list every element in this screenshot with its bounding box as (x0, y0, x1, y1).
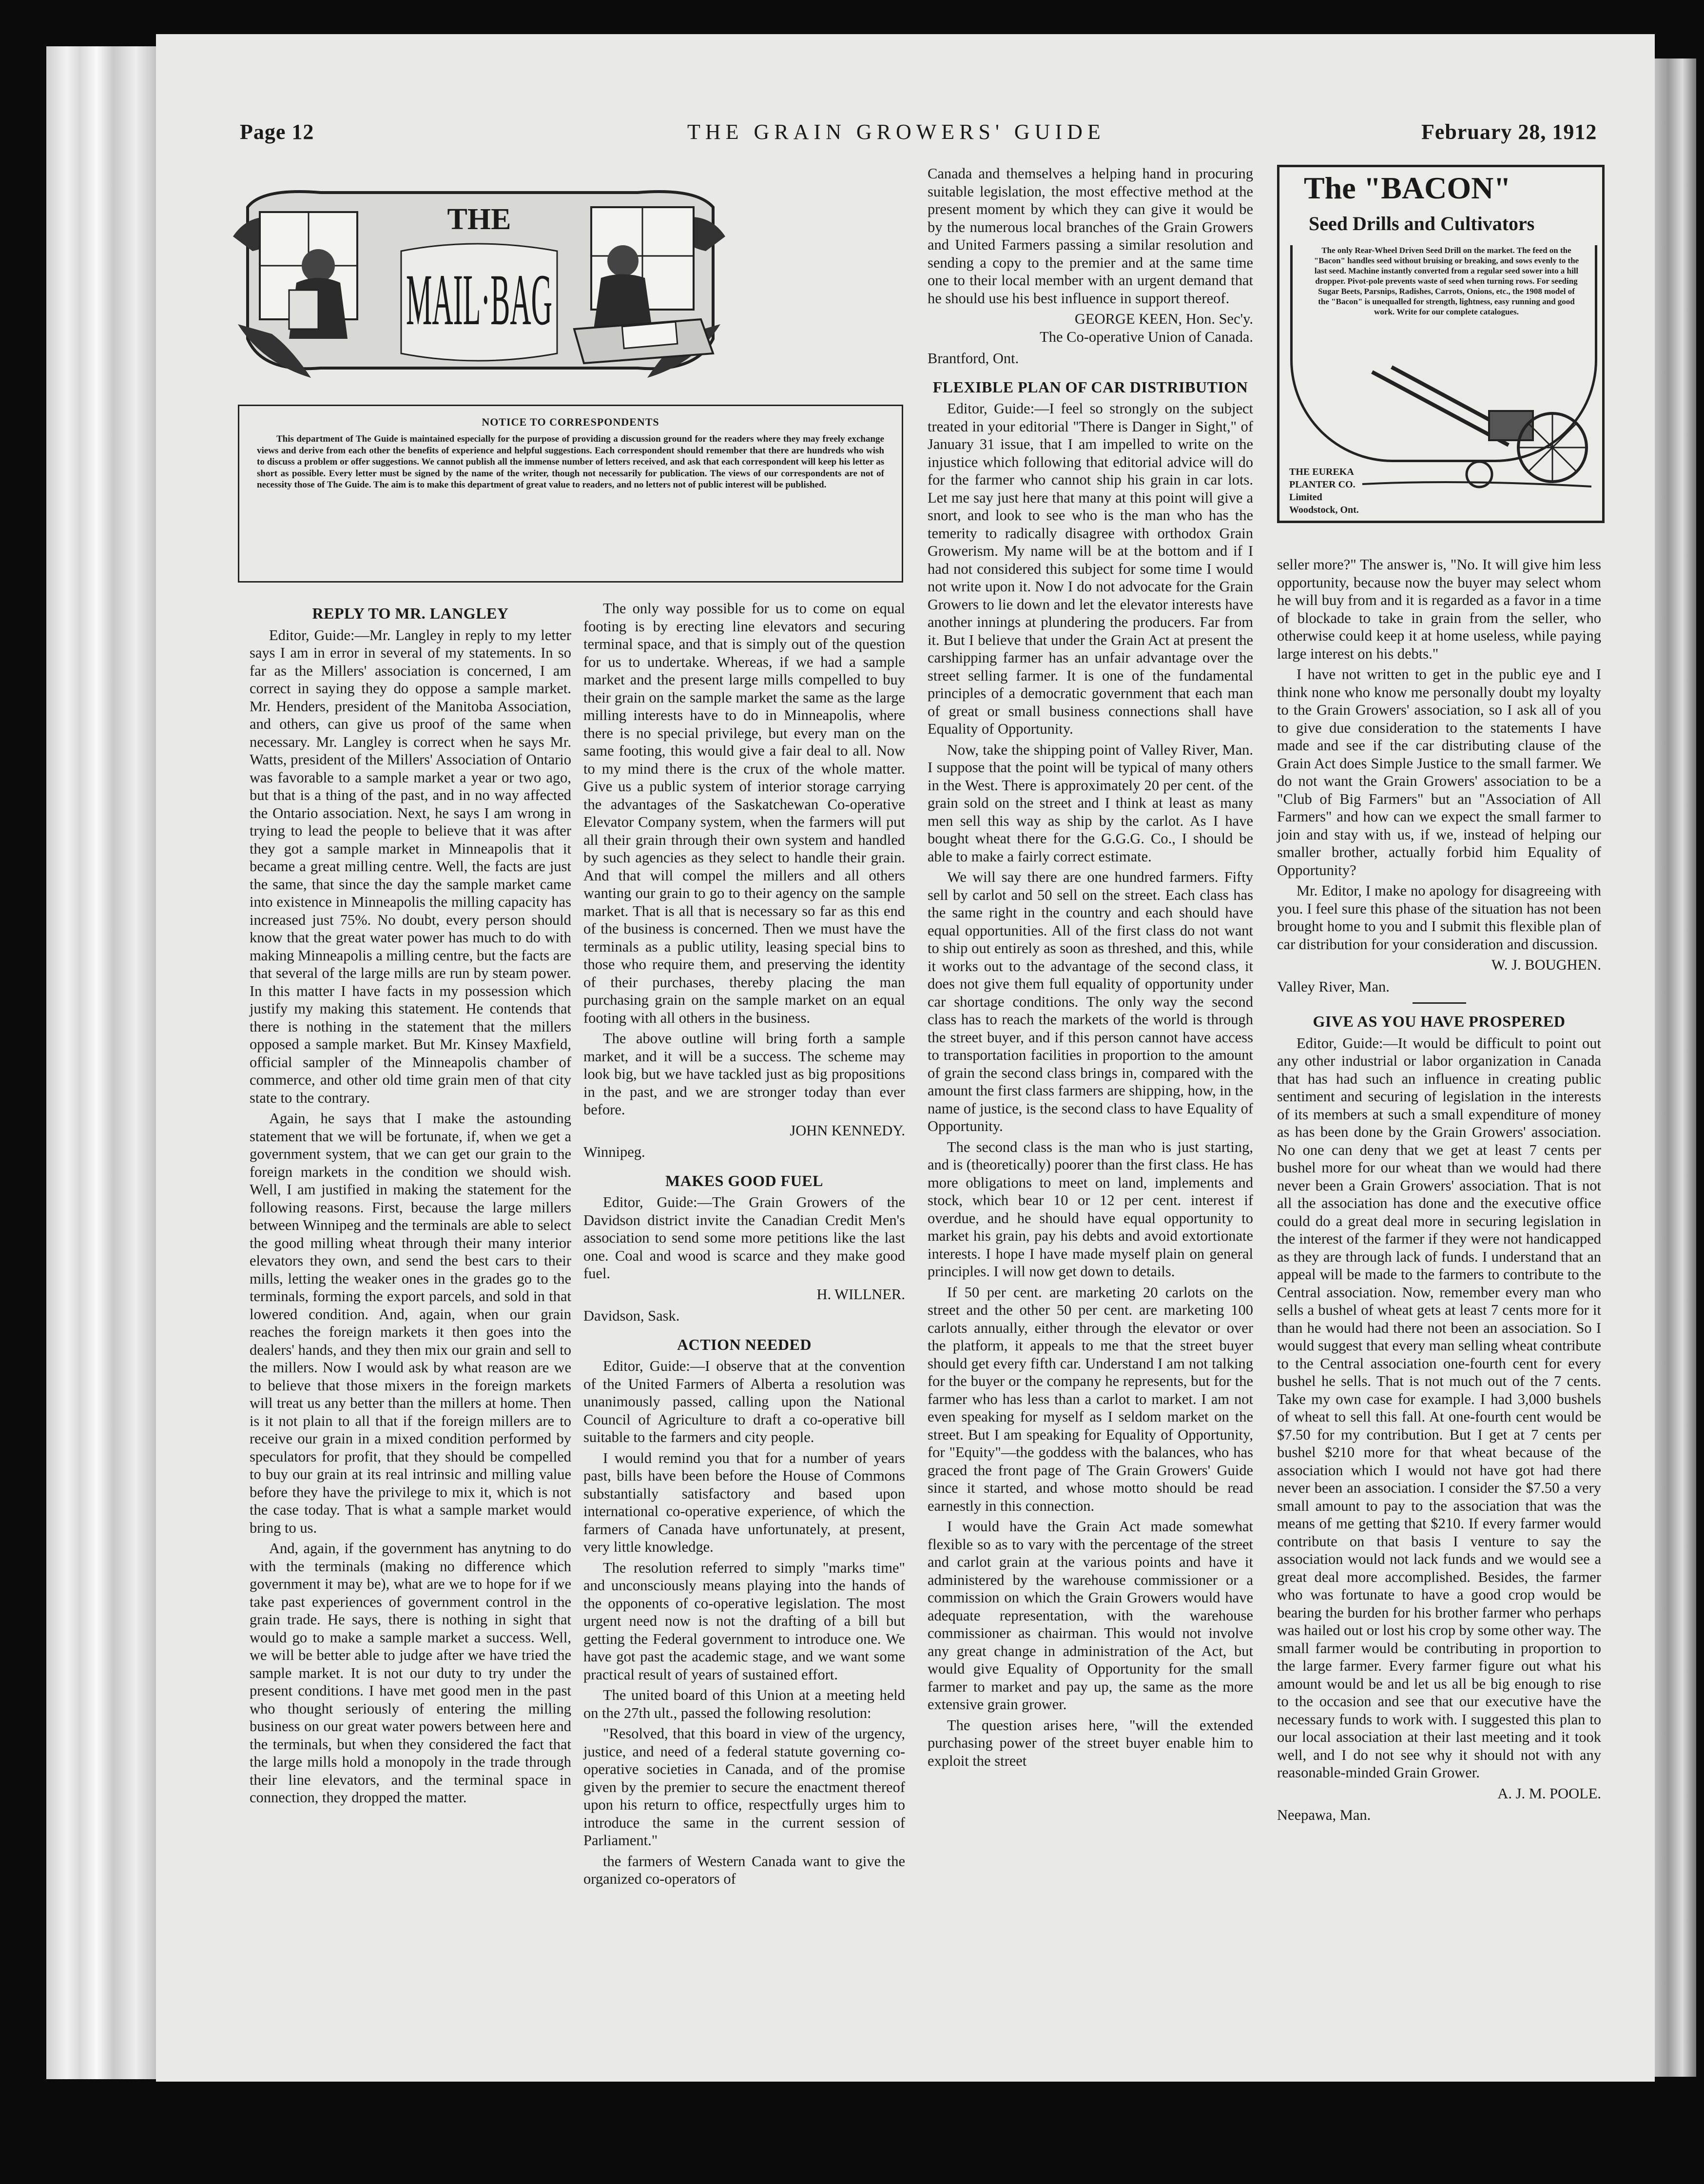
page-number: Page 12 (240, 120, 314, 144)
column-4 (1277, 556, 1601, 1835)
bacon-seed-drill-ad (1277, 165, 1605, 523)
article-heading: REPLY TO MR. LANGLEY (312, 604, 509, 622)
signature: H. WILLNER. (816, 1286, 905, 1303)
ad-company-line: PLANTER CO. (1289, 479, 1355, 490)
ad-company-line: THE EUREKA (1289, 467, 1354, 477)
book-binding (46, 46, 158, 2079)
column-2 (583, 600, 905, 1891)
article-paragraph: seller more?" The answer is, "No. It will give him less opportunity, because now the buyer may select whom he will buy from and it is regarded as a favor in a time of blockade to take in grain from the seller, who otherwise could keep it at home useless, while paying large interest on his debts." (1277, 556, 1601, 662)
article-paragraph: Now, take the shipping point of Valley River, Man. I suppose that the point will be typical of many others in the West. There is approximately 20 per cent. of the grain sold on the street and I think at least as many men sell this way as ship by the carlot. As I have bought wheat there for the G.G.G. Co., I should be able to make a fairly correct estimate. (928, 741, 1253, 865)
article-paragraph: Editor, Guide:—The Grain Growers of the Davidson district invite the Canadian Credit Men's association to send some more petitions like the last one. Coal and wood is scarce and they make good fuel. (583, 1194, 905, 1282)
ad-subtitle: Seed Drills and Cultivators (1309, 213, 1535, 234)
dateline: Neepawa, Man. (1277, 1807, 1371, 1823)
notice-title: NOTICE TO CORRESPONDENTS (482, 416, 659, 428)
issue-date: February 28, 1912 (1421, 120, 1597, 144)
banner-title-text: MAIL·BAG (406, 259, 552, 340)
signature-organization: The Co-operative Union of Canada. (1040, 328, 1253, 345)
article-paragraph: Again, he says that I make the astounding statement that we will be fortunate, if, when we get a government system, that we can get our grain to the foreign markets in the condition we should wish. Well, I am justified in making the statement for the following reasons. First, because the large millers between Winnipeg and the terminals are able to select the good milling wheat through their many interior elevators they own, and send the best cars to their mills, letting the weaker ones in the grades go to the terminals, forming the export parcels, and sold in that lowered condition. And, again, when our grain reaches the foreign markets it then goes into the dealers' hands, and they then mix our grain and sell to the millers. Now I would ask by what reason are we to believe that those mixers in the foreign markets will treat us any better than the millers at home. Then is it not plain to all that if the foreign millers are to receive our grain in a mixed condition performed by speculators for profit, that they should be compelled to buy our grain at its real intrinsic and milling value before they have the privilege to mix it, which is not the case today. That is what a sample market would bring to us. (250, 1110, 571, 1536)
article-paragraph: Canada and themselves a helping hand in procuring suitable legislation, the most effective method at the present moment by which they can give it would be by the numerous local branches of the Grain Growers and United Farmers passing a similar resolution and sending a copy to the premier and at the same time one to their local member with an urgent demand that he should use his best influence in support thereof. (928, 165, 1253, 307)
ad-company-line: Limited (1289, 492, 1322, 503)
publication-title: THE GRAIN GROWERS' GUIDE (687, 120, 1105, 144)
article-paragraph: Editor, Guide:—Mr. Langley in reply to my letter says I am in error in several of my statements. In so far as the Millers' association is concerned, I am correct in saying they do oppose a sample market. Mr. Henders, president of the Manitoba Association, and others, can give us proof of the same when necessary. Mr. Langley is correct when he says Mr. Watts, president of the Millers' Association of Ontario was favorable to a sample market a year or two ago, but that is a thing of the past, and in no way affected the Ontario association. Next, he says I am wrong in trying to lead the people to believe that it was after they got a sample market in Minneapolis that it became a great milling centre. Well, the facts are just the same, that since the day the sample market came into existence in Minneapolis the milling capacity has increased just 75%. No doubt, every person should know that the great water power has much to do with making Minneapolis a milling centre, but the facts are that several of the large mills are run by steam power. In this matter I have facts in my possession which justify my making this statement. He contends that there is nothing in the statement that the millers opposed a sample market. But Mr. Kinsey Maxfield, official sampler of the Minneapolis chamber of commerce, and other old time grain men of that city state to the contrary. (250, 626, 571, 1106)
ad-title: The "BACON" (1304, 171, 1511, 205)
article-paragraph: The only way possible for us to come on equal footing is by erecting line elevators and securing terminal space, and that is simply out of the question for us to undertake. Whereas, if we had a sample market and the present large mills compelled to buy their grain on the sample market the same as the large milling interests have to do in Minneapolis, where there is no special privilege, but every man on the same footing, this would give a fair deal to all. Now to my mind there is the crux of the whole matter. Give us a public system of interior storage carrying the advantages of the Saskatchewan Co-operative Elevator Company system, when the farmers will put all their grain through their own system and handled by such agencies as they select to handle their grain. And that will compel the millers and all others wanting our grain to go to their agency on the sample market. That is all that is necessary so far as this end of the business is concerned. Then we must have the terminals as a public utility, leasing special bins to those who require them, and preserving the identity of their purchases, thereby placing the man purchasing grain on the sample market on an equal footing with all others in the business. (583, 600, 905, 1026)
mail-bag-banner (233, 178, 725, 387)
notice-to-correspondents (238, 405, 903, 583)
signature: GEORGE KEEN, Hon. Sec'y. (1074, 311, 1253, 327)
article-paragraph: If 50 per cent. are marketing 20 carlots on the street and the other 50 per cent. are marketing 100 carlots annually, either through the elevator or over the platform, it appeals to me that the street buyer should get every fifth car. Understand I am not talking for the buyer or the company he represents, but for the farmer who has less than a carlot to market. I am not even speaking for myself as I seldom market on the street. But I am speaking for Equality of Opportunity, for "Equity"—the goddess with the balances, who has graced the front page of The Grain Growers' Guide since it started, and whose motto should be read earnestly in this connection. (928, 1284, 1253, 1514)
notice-body: This department of The Guide is maintained especially for the purpose of providing a discussion ground for the readers where they may freely exchange views and derive from each other the benefits of experience and helpful suggestions. Each correspondent should remember that there are hundreds who wish to discuss a problem or offer suggestions. We cannot publish all the immense number of letters received, and ask that each correspondent will keep his letter as short as possible. Every letter must be signed by the name of the writer, though not necessarily for publication. The views of our correspondents are not of necessity those of The Guide. The aim is to make this department of great value to readers, and no letters not of public interest will be published. (257, 434, 884, 490)
dateline: Davidson, Sask. (583, 1307, 680, 1324)
article-paragraph: And, again, if the government has anytning to do with the terminals (making no difference which government it may be), what are we to hope for if we take past experiences of government control in the grain trade. He says, there is nothing in sight that would go to make a sample market a success. Well, we will be better able to judge after we have tried the sample market. It is not our duty to try under the present conditions. I have met good men in the past who thought seriously of entering the milling business on our great water powers between here and the terminals, but when they considered the fact that the large mills hold a monopoly in the trade through their line elevators, and the terminal space in connection, they dropped the matter. (250, 1540, 571, 1806)
seed-drill-illustration (1362, 362, 1591, 494)
ad-company-line: Woodstock, Ont. (1289, 505, 1359, 515)
article-paragraph: The resolution referred to simply "marks time" and unconsciously means playing into the hands of the opponents of co-operative legislation. The most urgent need now is not the drafting of a bill but getting the Federal government to introduce one. We have got past the academic stage, and we want some practical result of years of sustained effort. (583, 1559, 905, 1683)
dateline: Winnipeg. (583, 1144, 645, 1160)
article-paragraph: I would remind you that for a number of years past, bills have been before the House of Commons substantially satisfactory and based upon international co-operative experience, of which the farmers of Canada have unfortunately, at present, very little knowledge. (583, 1449, 905, 1555)
article-paragraph: The second class is the man who is just starting, and is (theoretically) poorer than the first class. He has more obligations to meet on land, implements and stock, which bear 10 or 12 per cent. interest if overdue, and he should have equal opportunity to market his grain, pay his debts and avoid extortionate interests. I hope I have made myself plain on general principles. I will now get down to details. (928, 1138, 1253, 1280)
article-paragraph: I have not written to get in the public eye and I think none who know me personally doubt my loyalty to the Grain Growers' association, so I ask all of you to give due consideration to the statements I have made and see if the car distributing clause of the Grain Act does Simple Justice to the small farmer. We do not want the Grain Growers' association to be a "Club of Big Farmers" but an "Association of All Farmers" and how can we expect the small farmer to join and stay with us, if we, instead of helping our smaller brother, actually forbid him Equality of Opportunity? (1277, 666, 1601, 878)
dateline: Valley River, Man. (1277, 978, 1390, 995)
article-heading: GIVE AS YOU HAVE PROSPERED (1313, 1013, 1566, 1030)
article-paragraph: "Resolved, that this board in view of the urgency, justice, and need of a federal statute governing co-operative societies in Canada, and of the promise given by the premier to secure the enactment thereof upon his return to office, respectfully urges him to introduce the same in the current session of Parliament." (583, 1725, 905, 1849)
article-paragraph: The united board of this Union at a meeting held on the 27th ult., passed the following resolution: (583, 1687, 905, 1721)
dateline: Brantford, Ont. (928, 350, 1019, 367)
section-divider (1413, 1002, 1466, 1004)
article-paragraph: The question arises here, "will the extended purchasing power of the street buyer enable him to exploit the street (928, 1716, 1253, 1769)
ad-company (1289, 466, 1359, 516)
ad-body: The only Rear-Wheel Driven Seed Drill on the market. The feed on the "Bacon" handles seed without bruising or breaking, and sows evenly to the last seed. Machine instantly converted from a regular seed sower into a hill dropper. Pivot-pole prevents waste of seed when turning rows. For seeding Sugar Beets, Parsnips, Radishes, Carrots, Onions, etc., the 1908 model of the "Bacon" is unequalled for strength, lightness, easy running and good work. Write for our complete catalogues. (1314, 246, 1579, 316)
column-3 (928, 165, 1253, 1773)
signature: A. J. M. POOLE. (1497, 1785, 1601, 1802)
banner-the-text: THE (447, 203, 511, 236)
article-paragraph: Editor, Guide:—I feel so strongly on the subject treated in your editorial "There is Danger in Sight," of January 31 issue, that I am impelled to write on the injustice which following that editorial advice will do for the farmer who cannot ship his grain in car lots. Let me say just here that many at this point will give a snort, and look to see who is the man who has the temerity to radically disagree with orthodox Grain Growerism. My name will be at the bottom and if I had not considered this subject for some time I would not write upon it. Now I do not advocate for the Grain Growers to lie down and let the elevator interests have another innings at plundering the producers. Far from it. But I believe that under the Grain Act at present the carshipping farmer has an unfair advantage over the street selling farmer. It is one of the fundamental principles of a democratic government that each man of great or small business connections shall have Equality of Opportunity. (928, 400, 1253, 737)
article-paragraph: We will say there are one hundred farmers. Fifty sell by carlot and 50 sell on the street. Each class has the same right in the country and each should have equal opportunities. All of the first class do not want to ship out entirely as soon as threshed, and this, while it works out to the advantage of the second class, it does not give them full equality of opportunity under car shortage conditions. The only way the second class has to reach the markets of the world is through the street buyer, and if this person cannot have access to transportation facilities in proportion to the amount of grain the second class brings in, compared with the amount the first class farmers are shipping, how, in the name of justice, is the second class to have Equality of Opportunity. (928, 869, 1254, 1134)
article-paragraph: The above outline will bring forth a sample market, and it will be a success. The scheme may look big, but we have tackled just as big propositions in the past, and we are stronger today than ever before. (583, 1030, 905, 1118)
signature: W. J. BOUGHEN. (1491, 956, 1601, 973)
article-heading: ACTION NEEDED (677, 1335, 812, 1353)
signature: JOHN KENNEDY. (790, 1122, 905, 1139)
page-edge (1650, 58, 1696, 2077)
article-paragraph: Editor, Guide:—I observe that at the convention of the United Farmers of Alberta a resolution was unanimously passed, calling upon the National Council of Agriculture to draft a co-operative bill suitable to the farmers and city people. (583, 1358, 905, 1445)
column-1 (250, 600, 571, 1810)
article-paragraph: the farmers of Western Canada want to give the organized co-operators of (583, 1852, 905, 1887)
article-paragraph: I would have the Grain Act made somewhat flexible so as to vary with the percentage of the street and carlot grain at the various points and have it administered by the warehouse commissioner or a commission on which the Grain Growers would have adequate representation, with the warehouse commissioner as chairman. This would not involve any great change in administration of the Act, but would give Equality of Opportunity for the small farmer to market and pay up, the same as the more extensive grain grower. (928, 1518, 1253, 1713)
article-paragraph: Editor, Guide:—It would be difficult to point out any other industrial or labor organization in Canada that has had such an influence in creating public sentiment and securing of legislation in the interests of its members at such a small expenditure of money as has been done by the Grain Growers' association. No one can deny that we get at least 7 cents per bushel more for our wheat than we would had there never been a Grain Growers' association. That is not all the association has done and the executive office could do a great deal more in securing legislation in the interest of the farmer if they were not handicapped as they are through lack of funds. I understand that an appeal will be made to the farmers to contribute to the Central association. Now, remember every man who sells a bushel of wheat gets at least 7 cents more for it than he would had there not been an association. So I would suggest that every man selling wheat contribute to the Central association one-fourth cent for every bushel he sells. That is not much out of the 7 cents. Take my own case for example. I had 3,000 bushels of wheat to sell this fall. At one-fourth cent would be $7.50 for my contribution. But I get at 7 cents per bushel $210 more for that wheat because of the association which I would not have got had there never been an association. I consider the $7.50 a very small amount to pay to the association that was the means of me getting that $210. If every farmer would contribute on that basis I venture to say the association would not lack funds and we would see a great deal more accomplished. Besides, the farmer who was fortunate to have a good crop would be bearing the burden for his brother farmer who perhaps was hailed out or lost his crop by some other way. The small farmer would be contributing in proportion to the large farmer. Every farmer figure out what his amount would be and let us all be big enough to rise to the occasion and see that our executive have the necessary funds to work with. I suggested this plan to our local association at their last meeting and it took well, and I do not see why it should not with any reasonable-minded Grain Grower. (1277, 1034, 1601, 1781)
banner-illustration (233, 178, 725, 387)
article-heading: FLEXIBLE PLAN OF CAR DISTRIBUTION (932, 378, 1248, 396)
article-paragraph: Mr. Editor, I make no apology for disagreeing with you. I feel sure this phase of the situation has not been brought home to you and I submit this flexible plan of car distribution for your consideration and discussion. (1277, 882, 1601, 953)
article-heading: MAKES GOOD FUEL (665, 1171, 823, 1190)
